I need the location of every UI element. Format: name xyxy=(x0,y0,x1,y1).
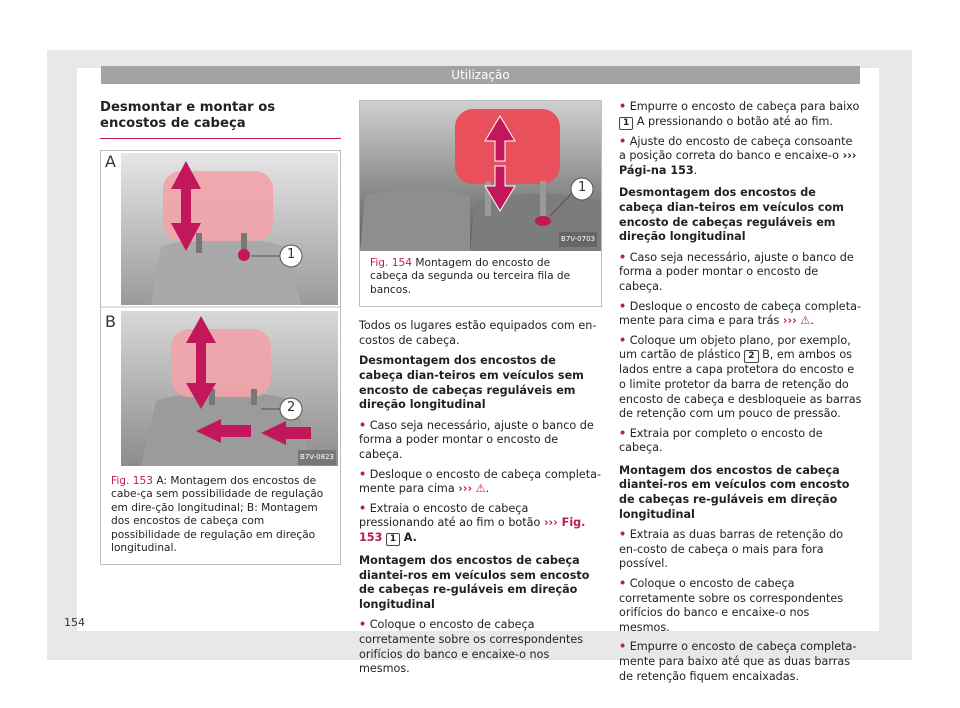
page-link[interactable]: ››› Pági-na 153 xyxy=(619,149,857,177)
left-column xyxy=(100,100,341,565)
list-item-text: Extraia por completo o encosto de cabeça. xyxy=(619,426,823,455)
list-item-text: Coloque o encosto de cabeça corretamente sobre os correspondentes orifícios do banco e encaixe-o nos mesmos. xyxy=(359,618,584,676)
rear-headrest-illustration xyxy=(360,101,601,251)
list-item: • Empurre o encosto de cabeça para baixo 1 A pressionando o botão até ao fim. xyxy=(619,100,860,128)
list-item-text: Extraia o encosto de cabeça pressionando até ao fim o botão xyxy=(359,501,541,530)
list-item: • Desloque o encosto de cabeça completa-mente para cima ››› ⚠. xyxy=(359,467,601,496)
subheading: Montagem dos encostos de cabeça diantei-ros em veículos sem encosto de cabeças re-guláveis em direção longitudinal xyxy=(359,553,590,611)
list-item-text: Coloque um objeto plano, por exemplo, um cartão de plástico xyxy=(619,333,851,362)
callout-1: 1 xyxy=(578,180,587,195)
subheading: Montagem dos encostos de cabeça diantei-ros em veículos com encosto de cabeças re-guláveis em direção longitudinal xyxy=(619,463,850,521)
panel-label-b: B xyxy=(105,312,116,331)
callout-badge: 1 xyxy=(619,117,633,130)
panel-ref: A. xyxy=(403,530,417,544)
list-item-text: Empurre o encosto de cabeça para baixo xyxy=(629,100,860,113)
figure-153 xyxy=(100,150,341,565)
list-item: • Caso seja necessário, ajuste o banco de forma a poder montar o encosto de cabeça. xyxy=(619,250,854,293)
list-item-text: Caso seja necessário, ajuste o banco de forma a poder montar o encosto de cabeça. xyxy=(619,250,854,293)
list-item: • Empurre o encosto de cabeça completa-mente para baixo até que as duas barras de retenção fiquem encaixadas. xyxy=(619,640,857,683)
list-item: • Caso seja necessário, ajuste o banco de forma a poder montar o encosto de cabeça. xyxy=(359,418,594,461)
middle-column xyxy=(359,100,602,682)
figure-154-image xyxy=(360,101,601,251)
callout-2: 2 xyxy=(287,400,296,415)
image-code: B7V-0823 xyxy=(298,450,336,465)
figure-ref[interactable]: Fig. 153 xyxy=(359,516,586,544)
figure-label: Fig. 154 xyxy=(370,257,412,269)
image-code: B7V-0703 xyxy=(559,232,597,247)
figure-caption xyxy=(101,469,340,564)
subheading: Desmontagem dos encostos de cabeça dian-teiros em veículos com encosto de cabeças reguláveis em direção longitudinal xyxy=(619,186,844,244)
section-header: Utilização xyxy=(101,66,860,84)
list-item: • Extraia por completo o encosto de cabeça. xyxy=(619,426,823,455)
figure-caption-text: A: Montagem dos encostos de cabe-ça sem possibilidade de regulação em dire-ção longitudinal; B: Montagem dos encostos de cabeça com possibilidade de regulação em direção longitudinal. xyxy=(111,475,324,555)
figure-153-image xyxy=(101,151,340,469)
callout-1: 1 xyxy=(287,247,296,262)
figure-154 xyxy=(359,100,602,307)
warning-icon[interactable]: ⚠ xyxy=(475,482,486,496)
list-item: • Extraia o encosto de cabeça pressionando até ao fim o botão ››› Fig. 153 1 A. xyxy=(359,501,586,544)
list-item-text: Coloque o encosto de cabeça corretamente sobre os correspondentes orifícios do banco e encaixe-o nos mesmos. xyxy=(619,577,844,634)
list-item: • Extraia as duas barras de retenção do en-costo de cabeça o mais para fora possível. xyxy=(619,528,844,571)
headrest-illustration xyxy=(101,151,340,469)
list-item-text: B, em ambos os lados entre a capa protetora do encosto e o limite protetor da barra de retenção do encosto de cabeça e desbloqueie as barras de retenção com um pouco de pressão. xyxy=(619,348,862,421)
callout-badge: 1 xyxy=(386,533,400,546)
list-item-text: Ajuste do encosto de cabeça consoante a posição correta do banco e encaixe-o xyxy=(619,134,853,163)
link-arrow-icon[interactable]: ››› xyxy=(782,314,797,328)
section-title: Desmontar e montar os encostos de cabeça xyxy=(100,100,341,139)
list-item-text: Caso seja necessário, ajuste o banco de forma a poder montar o encosto de cabeça. xyxy=(359,418,594,461)
right-column xyxy=(619,100,862,689)
figure-link[interactable]: ››› Fig. 153 xyxy=(359,516,586,544)
page-number: 154 xyxy=(64,616,85,629)
figure-label: Fig. 153 xyxy=(111,475,153,487)
list-item: • Desloque o encosto de cabeça completa-mente para cima e para trás ››› ⚠. xyxy=(619,299,861,328)
list-item-text: Desloque o encosto de cabeça completa-mente para cima e para trás xyxy=(619,299,861,328)
panel-label-a: A xyxy=(105,152,116,171)
list-item-text: Extraia as duas barras de retenção do en-costo de cabeça o mais para fora possível. xyxy=(619,528,844,571)
list-item: • Coloque o encosto de cabeça corretamente sobre os correspondentes orifícios do banco e encaixe-o nos mesmos. xyxy=(619,577,844,634)
list-item-text: Desloque o encosto de cabeça completa-mente para cima xyxy=(359,467,601,496)
callout-badge: 2 xyxy=(744,350,758,363)
link-arrow-icon[interactable]: ››› xyxy=(458,482,473,496)
list-item-text: Empurre o encosto de cabeça completa-mente para baixo até que as duas barras de retenção fiquem encaixadas. xyxy=(619,640,857,683)
list-item: • Coloque o encosto de cabeça corretamente sobre os correspondentes orifícios do banco e encaixe-o nos mesmos. xyxy=(359,618,584,676)
warning-icon[interactable]: ⚠ xyxy=(800,314,811,328)
list-item: • Ajuste do encosto de cabeça consoante a posição correta do banco e encaixe-o ››› Pági-na 153. xyxy=(619,134,857,177)
page-ref[interactable]: Pági-na 153 xyxy=(619,163,694,177)
subheading: Desmontagem dos encostos de cabeça dian-teiros em veículos sem encosto de cabeças reguláveis em direção longitudinal xyxy=(359,354,584,412)
list-item: • Coloque um objeto plano, por exemplo, um cartão de plástico 2 B, em ambos os lados entre a capa protetora do encosto e o limite protetor da barra de retenção do encosto de cabeça e desbloqueie as barras de retenção com um pouco de pressão. xyxy=(619,333,862,421)
list-item-text: A pressionando o botão até ao fim. xyxy=(636,114,833,128)
figure-caption xyxy=(360,251,601,306)
figure-caption-text: Montagem do encosto de cabeça da segunda ou terceira fila de bancos. xyxy=(370,257,571,296)
intro-text: Todos os lugares estão equipados com en-costos de cabeça. xyxy=(359,319,597,347)
